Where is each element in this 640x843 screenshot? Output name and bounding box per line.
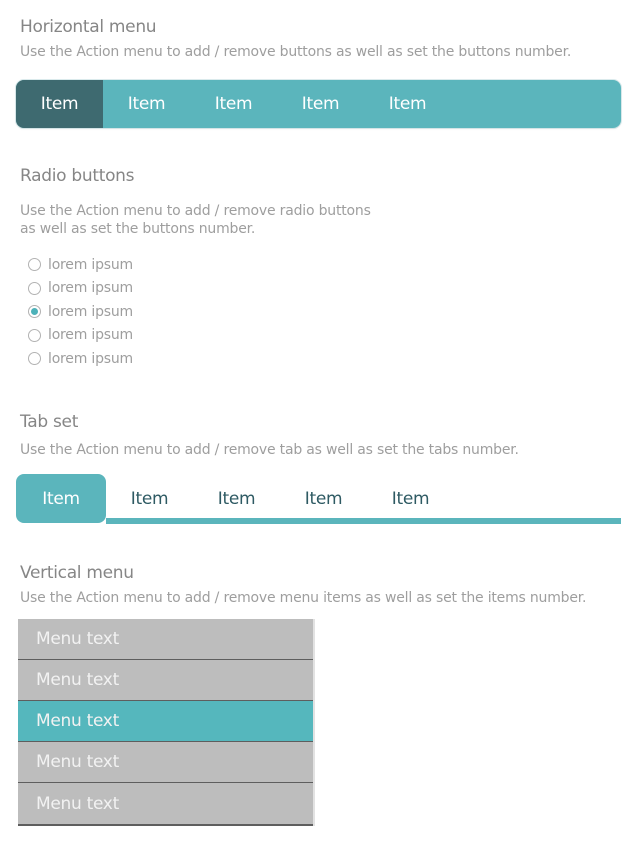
radio-dot [31, 332, 38, 339]
horizontal-menu-title: Horizontal menu [20, 17, 157, 37]
radio-buttons-title: Radio buttons [20, 166, 135, 186]
radio-option[interactable] [28, 277, 133, 301]
radio-dot [31, 355, 38, 362]
radio-option-selected[interactable] [28, 300, 133, 324]
vertical-menu-item-selected[interactable]: Menu text [18, 701, 313, 742]
tab-set-title: Tab set [20, 412, 79, 432]
vertical-menu-item[interactable]: Menu text [18, 619, 313, 660]
radio-buttons-description-line2: as well as set the buttons number. [20, 220, 256, 237]
tab-set [16, 474, 621, 524]
vertical-menu-description: Use the Action menu to add / remove menu items as well as set the items number. [20, 590, 587, 606]
radio-option[interactable] [28, 347, 133, 371]
radio-label: lorem ipsum [48, 280, 133, 297]
horizontal-menu-description: Use the Action menu to add / remove buttons as well as set the buttons number. [20, 44, 572, 60]
radio-dot [31, 261, 38, 268]
radio-group [28, 253, 133, 371]
radio-label: lorem ipsum [48, 350, 133, 367]
radio-icon[interactable] [28, 258, 41, 271]
tab[interactable]: Item [304, 488, 343, 509]
horizontal-menu-item[interactable]: Item [301, 94, 340, 114]
radio-icon[interactable] [28, 282, 41, 295]
vertical-menu-item[interactable]: Menu text [18, 783, 313, 824]
horizontal-menu-item[interactable]: Item [127, 94, 166, 114]
radio-dot [31, 308, 38, 315]
vertical-menu-item[interactable]: Menu text [18, 660, 313, 701]
horizontal-menu-bar [16, 80, 621, 128]
vertical-menu [18, 619, 313, 826]
radio-dot [31, 285, 38, 292]
tab-set-description: Use the Action menu to add / remove tab as well as set the tabs number. [20, 442, 519, 458]
radio-buttons-description-line1: Use the Action menu to add / remove radio buttons [20, 203, 371, 219]
horizontal-menu-item-selected[interactable]: Item [16, 80, 103, 128]
radio-option[interactable] [28, 253, 133, 277]
tab-active[interactable]: Item [16, 474, 106, 523]
vertical-menu-item[interactable]: Menu text [18, 742, 313, 783]
tab[interactable]: Item [217, 488, 256, 509]
radio-icon[interactable] [28, 329, 41, 342]
horizontal-menu-item[interactable]: Item [214, 94, 253, 114]
vertical-menu-title: Vertical menu [20, 563, 134, 583]
radio-label: lorem ipsum [48, 327, 133, 344]
horizontal-menu-item[interactable]: Item [388, 94, 427, 114]
radio-icon[interactable] [28, 352, 41, 365]
radio-label: lorem ipsum [48, 303, 133, 320]
tab[interactable]: Item [130, 488, 169, 509]
radio-label: lorem ipsum [48, 256, 133, 273]
radio-buttons-description [20, 203, 371, 238]
radio-option[interactable] [28, 324, 133, 348]
tab[interactable]: Item [391, 488, 430, 509]
radio-selected-icon[interactable] [28, 305, 41, 318]
